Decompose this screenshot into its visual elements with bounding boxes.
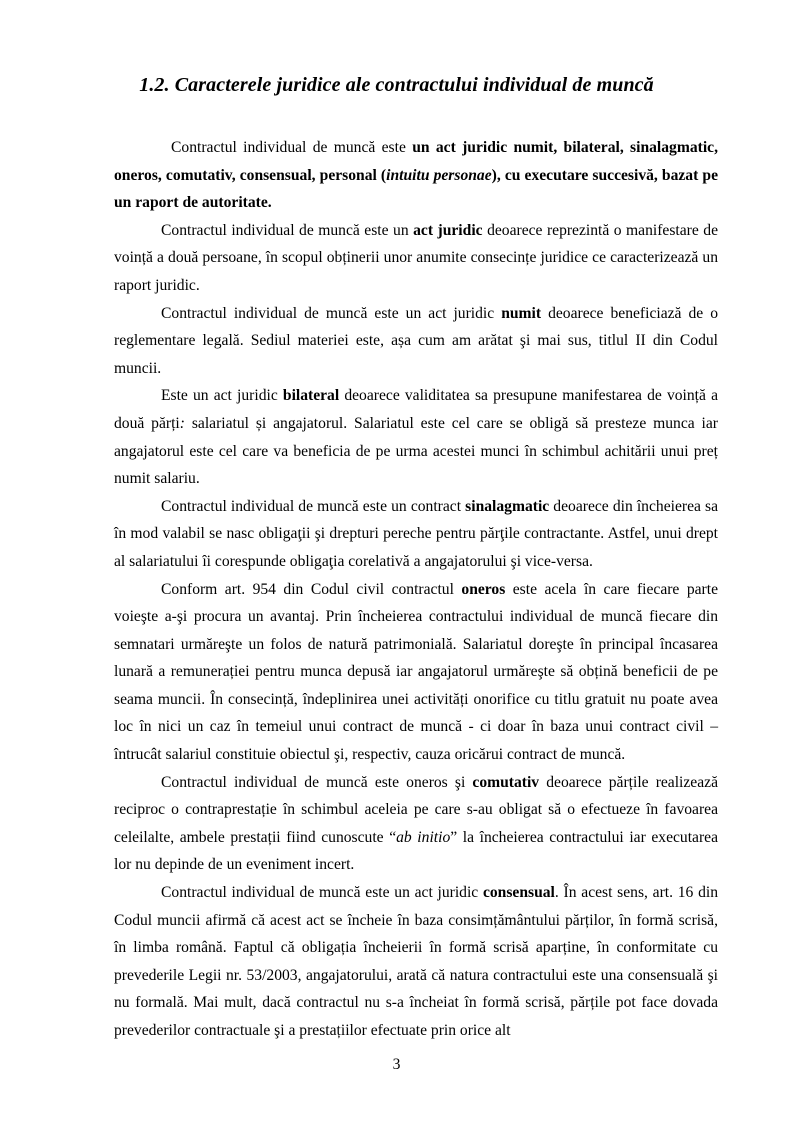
section-heading: 1.2. Caracterele juridice ale contractului individual de muncă [139,74,654,96]
text-segment: deoarece părțile realizează reciproc o contraprestație în schimbul aceleia pe care s-au obligat să o efectueze în favoarea celeilalte, ambele prestații fiind cunoscute “ [114,773,718,846]
paragraph-numit [114,300,718,383]
text-segment: ), cu executare succesivă, bazat pe un raport de autoritate. [114,166,718,212]
paragraph-oneros [114,576,718,769]
text-segment: sinalagmatic [465,497,550,515]
text-segment: Este un act juridic [161,387,283,405]
text-segment: oneros [461,580,506,598]
text-segment: . În acest sens, art. 16 din Codul muncii afirmă că acest act se încheie în baza consimțământului părților, în formă scrisă, în limba română. Faptul că obligația încheierii în formă scrisă aparține, în conformitate cu prevederile Legii nr. 53/2003, angajatorului, arată că natura contractului este una consensuală şi nu formală. Mai mult, dacă contractul nu s-a încheiat în formă scrisă, părțile pot face dovada prevederilor contractuale şi a prestațiilor efectuate prin orice alt [114,884,719,1039]
text-segment: Contractul individual de muncă este un [161,221,414,239]
text-segment: bilateral [282,387,340,405]
page-number: 3 [392,1056,401,1073]
text-segment: deoarece reprezintă o manifestare de voință a două persoane, în scopul obținerii unor anumite consecințe juridice ce caracterizează un raport juridic. [114,221,718,294]
text-segment: consensual [482,884,555,902]
document-body [114,134,718,1045]
text-segment: salariatul și angajatorul. Salariatul este cel care se obligă să presteze munca iar angajatorul este cel care va beneficia de pe urma acestei munci în schimbul achitării unui preț numit salariu. [114,414,718,488]
text-segment: intuitu personae [386,166,492,184]
text-segment: Contractul individual de muncă este [171,139,413,156]
text-segment: comutativ [472,773,540,791]
text-segment: Contractul individual de muncă este un act juridic [161,304,502,322]
text-segment: este acela în care fiecare parte voieşte a-şi procura un avantaj. Prin încheierea contractului individual de muncă fiecare din semnatari urmăreşte un folos de natură patrimonială. Salariatul doreşte în principal încasarea lunară a remunerației pentru munca depusă iar angajatorul urmăreşte să obțină beneficii de pe seama muncii. În consecință, îndeplinirea unei activități onorifice cu titlu gratuit nu poate avea loc în nici un caz în temeiul unui contract de muncă - ci doar în baza unui contract civil – întrucât salariul constituie obiectul şi, respectiv, cauza oricărui contract de muncă. [114,580,718,764]
text-segment: ” la încheierea contractului iar executarea lor nu depinde de un eveniment incert. [114,828,719,874]
text-segment: un act juridic numit, bilateral, sinalagmatic, oneros, comutativ, consensual, personal ( [114,139,718,184]
paragraph-sinalagmatic [114,493,718,576]
text-segment: deoarece beneficiază de o reglementare legală. Sediul materiei este, așa cum am arătat şi mai sus, titlul II din Codul muncii. [114,304,719,377]
text-segment: numit [501,304,542,322]
text-segment: act juridic [413,221,483,239]
paragraph-intro [114,134,718,217]
text-segment: Contractul individual de muncă este oneros şi [161,773,473,791]
paragraph-comutativ [114,769,718,879]
text-segment: Conform art. 954 din Codul civil contractul [161,580,462,598]
text-segment: Contractul individual de muncă este un act juridic [161,884,483,902]
paragraph-bilateral [114,382,718,492]
text-segment: Contractul individual de muncă este un contract [161,497,466,515]
text-segment: deoarece validitatea sa presupune manifestarea de voință a două părți [114,387,718,432]
paragraph-act-juridic [114,217,718,300]
text-segment: ab initio [396,828,451,846]
text-segment: deoarece din încheierea sa în mod valabil se nasc obligaţii şi drepturi pereche pentru părţile contractante. Astfel, unui drept al salariatului îi corespunde obligaţia corelativă a angajatorului şi vice-versa. [114,497,719,570]
paragraph-consensual [114,879,718,1045]
text-segment: : [179,414,185,432]
